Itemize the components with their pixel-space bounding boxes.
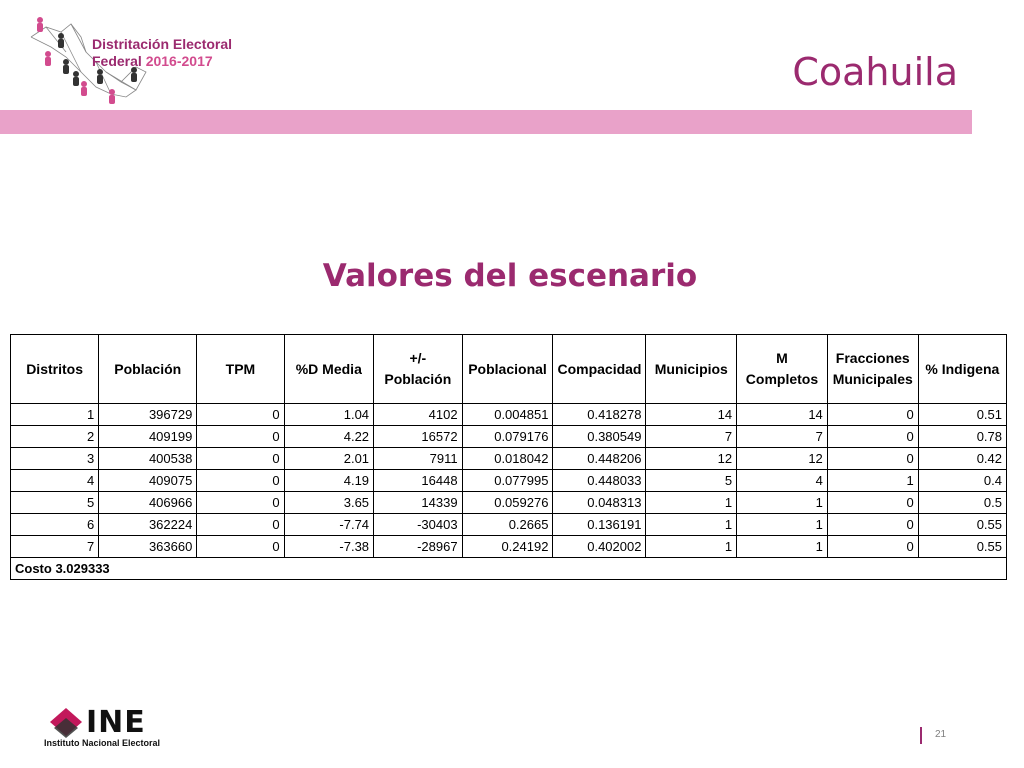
table-row xyxy=(11,470,1007,492)
logo-title xyxy=(92,36,232,70)
table-cell: 396729 xyxy=(99,404,197,426)
table-cell: 4.22 xyxy=(284,426,374,448)
table-cell: 0.2665 xyxy=(462,514,553,536)
table-cell: 1 xyxy=(737,514,828,536)
table-cell: 0 xyxy=(197,536,284,558)
table-cell: 0.78 xyxy=(918,426,1006,448)
table-cell: 7 xyxy=(646,426,737,448)
table-cell: 1 xyxy=(737,492,828,514)
table-cell: 6 xyxy=(11,514,99,536)
table-cell: 1 xyxy=(827,470,918,492)
logo-years: 2016-2017 xyxy=(145,53,213,69)
col-header: Población xyxy=(99,335,197,404)
table-cell: 4.19 xyxy=(284,470,374,492)
logo-line1: Distritación Electoral xyxy=(92,36,233,52)
cost-row xyxy=(11,558,1007,580)
col-header: %D Media xyxy=(284,335,374,404)
table-cell: 400538 xyxy=(99,448,197,470)
table-cell: 0.55 xyxy=(918,536,1006,558)
table-cell: 2.01 xyxy=(284,448,374,470)
table-cell: 406966 xyxy=(99,492,197,514)
section-title: Valores del escenario xyxy=(322,258,698,294)
scenario-table xyxy=(10,334,1007,580)
table-cell: 0 xyxy=(197,470,284,492)
table-cell: 7 xyxy=(737,426,828,448)
col-header: Distritos xyxy=(11,335,99,404)
table-cell: 0 xyxy=(197,426,284,448)
table-cell: 2 xyxy=(11,426,99,448)
table-cell: 12 xyxy=(737,448,828,470)
table-cell: 1 xyxy=(646,492,737,514)
table-cell: 0.018042 xyxy=(462,448,553,470)
table-cell: 1 xyxy=(737,536,828,558)
ine-brand-subtitle: Instituto Nacional Electoral xyxy=(44,738,161,748)
header-band xyxy=(0,110,972,134)
table-body xyxy=(11,404,1007,580)
col-header: +/- Población xyxy=(374,335,463,404)
table-cell: 0 xyxy=(827,536,918,558)
table-cell: 14 xyxy=(646,404,737,426)
table-cell: 14 xyxy=(737,404,828,426)
col-header: % Indigena xyxy=(918,335,1006,404)
table-cell: 0.5 xyxy=(918,492,1006,514)
table-row xyxy=(11,514,1007,536)
table-cell: 7911 xyxy=(374,448,463,470)
table-cell: -30403 xyxy=(374,514,463,536)
col-header: Compacidad xyxy=(553,335,646,404)
table-cell: 0 xyxy=(197,492,284,514)
table-cell: 0.448206 xyxy=(553,448,646,470)
table-cell: 0.079176 xyxy=(462,426,553,448)
table-row xyxy=(11,404,1007,426)
table-cell: -7.74 xyxy=(284,514,374,536)
table-cell: 1 xyxy=(646,536,737,558)
table-cell: 362224 xyxy=(99,514,197,536)
table-cell: 3.65 xyxy=(284,492,374,514)
scenario-table-container xyxy=(10,334,1007,580)
table-cell: 7 xyxy=(11,536,99,558)
table-cell: 16448 xyxy=(374,470,463,492)
table-cell: 4 xyxy=(737,470,828,492)
table-cell: 0.24192 xyxy=(462,536,553,558)
col-header: Poblacional xyxy=(462,335,553,404)
logo-line2: Federal xyxy=(92,53,142,69)
table-cell: -7.38 xyxy=(284,536,374,558)
table-cell: 14339 xyxy=(374,492,463,514)
table-cell: 363660 xyxy=(99,536,197,558)
table-cell: 1.04 xyxy=(284,404,374,426)
table-cell: 16572 xyxy=(374,426,463,448)
table-cell: 5 xyxy=(11,492,99,514)
table-cell: 0.059276 xyxy=(462,492,553,514)
table-cell: -28967 xyxy=(374,536,463,558)
table-header-row xyxy=(11,335,1007,404)
table-cell: 0.004851 xyxy=(462,404,553,426)
state-title: Coahuila xyxy=(792,50,958,94)
table-cell: 4 xyxy=(11,470,99,492)
col-header: TPM xyxy=(197,335,284,404)
table-cell: 0 xyxy=(827,448,918,470)
table-cell: 0 xyxy=(827,514,918,536)
table-cell: 0.136191 xyxy=(553,514,646,536)
table-row xyxy=(11,536,1007,558)
table-row xyxy=(11,426,1007,448)
table-cell: 0.448033 xyxy=(553,470,646,492)
table-cell: 1 xyxy=(646,514,737,536)
table-cell: 0.402002 xyxy=(553,536,646,558)
table-cell: 0 xyxy=(827,404,918,426)
table-cell: 3 xyxy=(11,448,99,470)
ine-brand: INE xyxy=(86,705,146,740)
col-header: Municipios xyxy=(646,335,737,404)
table-cell: 0.42 xyxy=(918,448,1006,470)
table-cell: 0.048313 xyxy=(553,492,646,514)
table-cell: 409075 xyxy=(99,470,197,492)
table-cell: 1 xyxy=(11,404,99,426)
table-cell: 5 xyxy=(646,470,737,492)
table-cell: 0 xyxy=(197,514,284,536)
table-cell: 409199 xyxy=(99,426,197,448)
table-cell: 0 xyxy=(827,426,918,448)
table-cell: 0 xyxy=(827,492,918,514)
table-cell: 0 xyxy=(197,448,284,470)
table-cell: 0.51 xyxy=(918,404,1006,426)
page-number: 21 xyxy=(935,729,947,740)
table-cell: 0.077995 xyxy=(462,470,553,492)
table-cell: 0.4 xyxy=(918,470,1006,492)
col-header: Fracciones Municipales xyxy=(827,335,918,404)
table-cell: 0.55 xyxy=(918,514,1006,536)
cost-cell: Costo 3.029333 xyxy=(11,558,1007,580)
table-cell: 0.418278 xyxy=(553,404,646,426)
table-row xyxy=(11,448,1007,470)
page-divider xyxy=(920,727,922,744)
table-cell: 12 xyxy=(646,448,737,470)
col-header: M Completos xyxy=(737,335,828,404)
table-cell: 4102 xyxy=(374,404,463,426)
table-cell: 0 xyxy=(197,404,284,426)
table-row xyxy=(11,492,1007,514)
table-cell: 0.380549 xyxy=(553,426,646,448)
